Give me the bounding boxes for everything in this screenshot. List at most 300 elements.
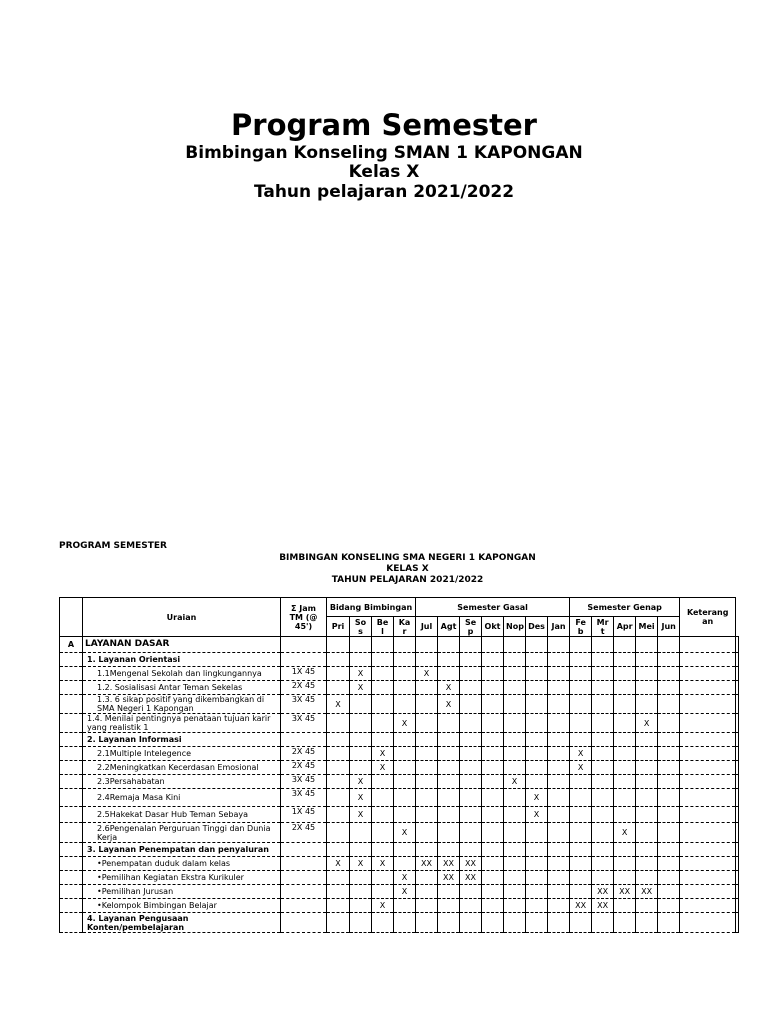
row-mark-cell (592, 775, 614, 789)
row-mark-cell (416, 747, 438, 761)
row-uraian: 2.4Remaja Masa Kini (83, 789, 281, 807)
row-mark-cell (614, 667, 636, 681)
table-row (60, 747, 739, 761)
row-mark-cell: XX (592, 885, 614, 899)
row-mark-cell (460, 695, 482, 714)
row-mark-cell (658, 747, 680, 761)
row-mark-cell (504, 857, 526, 871)
row-uraian: 2.1Multiple Intelegence (83, 747, 281, 761)
row-mark-cell (394, 807, 416, 823)
row-mark-cell (350, 695, 372, 714)
row-mark-cell (327, 775, 350, 789)
row-mark-cell (372, 637, 394, 653)
row-mark-cell: X (372, 761, 394, 775)
row-mark-cell (504, 807, 526, 823)
row-mark-cell: XX (438, 857, 460, 871)
row-uraian: 1.3. 6 sikap positif yang dikembangkan di SMA Negeri 1 Kapongan (83, 695, 281, 714)
row-number (60, 899, 83, 913)
row-mark-cell (658, 807, 680, 823)
row-keterangan (736, 871, 739, 885)
row-mark-cell (372, 807, 394, 823)
table-row (60, 885, 739, 899)
row-mark-cell (526, 885, 548, 899)
row-mark-cell (636, 695, 658, 714)
row-mark-cell (482, 775, 504, 789)
row-mark-cell: X (394, 885, 416, 899)
row-mark-cell (327, 913, 350, 933)
row-mark-cell (680, 733, 736, 747)
row-mark-cell (460, 667, 482, 681)
row-number (60, 733, 83, 747)
row-uraian: 4. Layanan Pengusaan Konten/pembelajaran (83, 913, 281, 933)
row-keterangan (736, 857, 739, 871)
row-mark-cell (460, 653, 482, 667)
row-mark-cell (504, 695, 526, 714)
row-mark-cell (548, 667, 570, 681)
row-mark-cell (548, 761, 570, 775)
row-mark-cell (327, 789, 350, 807)
row-mark-cell (438, 653, 460, 667)
header-gasal-1: Jul (416, 617, 438, 637)
table-row (60, 637, 739, 653)
row-mark-cell: XX (636, 885, 658, 899)
row-mark-cell (570, 733, 592, 747)
row-mark-cell (548, 913, 570, 933)
row-keterangan (736, 899, 739, 913)
row-mark-cell (548, 681, 570, 695)
row-uraian: •Pemilihan Kegiatan Ekstra Kurikuler (83, 871, 281, 885)
row-mark-cell (504, 714, 526, 733)
row-mark-cell: X (350, 789, 372, 807)
row-mark-cell (350, 913, 372, 933)
row-mark-cell (526, 857, 548, 871)
row-mark-cell (570, 789, 592, 807)
row-mark-cell (327, 714, 350, 733)
row-mark-cell (482, 899, 504, 913)
row-mark-cell (416, 761, 438, 775)
row-mark-cell (636, 823, 658, 843)
row-mark-cell (327, 733, 350, 747)
row-mark-cell (614, 871, 636, 885)
row-mark-cell (614, 733, 636, 747)
row-mark-cell (526, 823, 548, 843)
row-mark-cell (592, 871, 614, 885)
row-mark-cell: XX (570, 899, 592, 913)
row-mark-cell (438, 885, 460, 899)
row-mark-cell (350, 637, 372, 653)
row-mark-cell (394, 681, 416, 695)
row-mark-cell (680, 714, 736, 733)
row-mark-cell (570, 857, 592, 871)
row-mark-cell: XX (460, 871, 482, 885)
row-mark-cell: X (394, 823, 416, 843)
row-mark-cell (548, 747, 570, 761)
row-mark-cell (460, 823, 482, 843)
row-uraian: 2.5Hakekat Dasar Hub Teman Sebaya (83, 807, 281, 823)
row-mark-cell (526, 761, 548, 775)
row-mark-cell (416, 681, 438, 695)
row-mark-cell (526, 843, 548, 857)
row-mark-cell (460, 775, 482, 789)
row-mark-cell (327, 823, 350, 843)
row-mark-cell: X (350, 857, 372, 871)
row-uraian: 1.4. Menilai pentingnya penataan tujuan karir yang realistik 1 (83, 714, 281, 733)
row-jam: 1X 45 (281, 667, 327, 681)
row-mark-cell (350, 843, 372, 857)
row-mark-cell (394, 733, 416, 747)
row-mark-cell (482, 885, 504, 899)
row-keterangan (736, 681, 739, 695)
row-mark-cell (614, 681, 636, 695)
row-mark-cell (482, 653, 504, 667)
row-mark-cell (614, 637, 636, 653)
row-uraian: 2.3Persahabatan (83, 775, 281, 789)
row-mark-cell (548, 733, 570, 747)
row-mark-cell (658, 733, 680, 747)
header-bidang-3: Be l (372, 617, 394, 637)
row-mark-cell (658, 761, 680, 775)
row-mark-cell (416, 789, 438, 807)
row-mark-cell (504, 871, 526, 885)
row-mark-cell (548, 714, 570, 733)
row-jam (281, 843, 327, 857)
row-mark-cell (636, 681, 658, 695)
row-mark-cell: X (438, 695, 460, 714)
row-mark-cell (350, 885, 372, 899)
row-mark-cell (592, 667, 614, 681)
row-keterangan (736, 667, 739, 681)
header-gasal-2: Agt (438, 617, 460, 637)
row-mark-cell: X (438, 681, 460, 695)
row-uraian: •Penempatan duduk dalam kelas (83, 857, 281, 871)
header-semester-genap: Semester Genap (570, 598, 680, 617)
table-heading-year: TAHUN PELAJARAN 2021/2022 (331, 575, 484, 585)
row-mark-cell (614, 789, 636, 807)
row-jam (281, 885, 327, 899)
row-mark-cell: X (614, 823, 636, 843)
row-mark-cell: X (372, 747, 394, 761)
row-mark-cell (482, 843, 504, 857)
row-mark-cell (372, 714, 394, 733)
header-gasal-4: Okt (482, 617, 504, 637)
row-uraian: •Pemilihan Jurusan (83, 885, 281, 899)
row-mark-cell: XX (438, 871, 460, 885)
row-mark-cell (592, 807, 614, 823)
row-mark-cell (592, 733, 614, 747)
row-mark-cell (482, 807, 504, 823)
row-number (60, 681, 83, 695)
row-mark-cell (570, 807, 592, 823)
row-mark-cell (548, 857, 570, 871)
row-mark-cell (482, 681, 504, 695)
row-mark-cell: X (327, 695, 350, 714)
row-mark-cell (680, 681, 736, 695)
row-mark-cell (636, 871, 658, 885)
row-mark-cell (526, 913, 548, 933)
row-number (60, 885, 83, 899)
row-mark-cell (504, 843, 526, 857)
row-mark-cell (372, 695, 394, 714)
row-mark-cell: X (372, 857, 394, 871)
row-mark-cell (416, 885, 438, 899)
row-mark-cell (680, 653, 736, 667)
row-mark-cell (394, 667, 416, 681)
row-mark-cell: XX (416, 857, 438, 871)
row-mark-cell (614, 899, 636, 913)
row-mark-cell (570, 714, 592, 733)
row-mark-cell (658, 667, 680, 681)
row-mark-cell (350, 653, 372, 667)
row-number (60, 823, 83, 843)
row-mark-cell (372, 667, 394, 681)
row-mark-cell (350, 761, 372, 775)
row-mark-cell (504, 637, 526, 653)
row-mark-cell (592, 823, 614, 843)
row-keterangan (736, 653, 739, 667)
row-jam (281, 857, 327, 871)
row-uraian: 1.2. Sosialisasi Antar Teman Sekelas (83, 681, 281, 695)
row-mark-cell: XX (614, 885, 636, 899)
row-mark-cell (570, 681, 592, 695)
row-mark-cell (438, 667, 460, 681)
row-mark-cell (658, 789, 680, 807)
row-number (60, 775, 83, 789)
row-mark-cell (614, 857, 636, 871)
row-mark-cell (636, 747, 658, 761)
row-mark-cell (394, 775, 416, 789)
row-mark-cell (680, 871, 736, 885)
row-mark-cell (460, 714, 482, 733)
page-subtitle-year: Tahun pelajaran 2021/2022 (253, 182, 515, 202)
row-number: A (60, 637, 83, 653)
header-genap-5: Jun (658, 617, 680, 637)
row-mark-cell (592, 789, 614, 807)
row-mark-cell (614, 714, 636, 733)
row-keterangan (736, 747, 739, 761)
row-jam: 2X 45 (281, 761, 327, 775)
row-keterangan (736, 714, 739, 733)
row-mark-cell (636, 653, 658, 667)
table-row (60, 871, 739, 885)
row-mark-cell (548, 695, 570, 714)
row-mark-cell (372, 733, 394, 747)
row-mark-cell (614, 775, 636, 789)
row-number (60, 714, 83, 733)
row-mark-cell (350, 747, 372, 761)
row-mark-cell: X (350, 667, 372, 681)
row-mark-cell (636, 843, 658, 857)
row-mark-cell (548, 807, 570, 823)
header-uraian: Uraian (83, 598, 281, 637)
row-mark-cell (658, 885, 680, 899)
row-mark-cell (680, 637, 736, 653)
row-mark-cell (614, 761, 636, 775)
row-mark-cell (680, 789, 736, 807)
row-mark-cell (394, 899, 416, 913)
row-mark-cell (570, 885, 592, 899)
row-uraian: 2.2Meningkatkan Kecerdasan Emosional (83, 761, 281, 775)
row-mark-cell (482, 789, 504, 807)
row-mark-cell (658, 871, 680, 885)
row-mark-cell (504, 789, 526, 807)
row-mark-cell: X (416, 667, 438, 681)
row-mark-cell (592, 747, 614, 761)
row-mark-cell (636, 899, 658, 913)
row-mark-cell: X (636, 714, 658, 733)
table-row (60, 789, 739, 807)
row-mark-cell (636, 789, 658, 807)
row-mark-cell: X (570, 761, 592, 775)
row-uraian: 1.1Mengenal Sekolah dan lingkungannya (83, 667, 281, 681)
row-mark-cell (658, 653, 680, 667)
row-mark-cell (636, 913, 658, 933)
row-mark-cell (394, 843, 416, 857)
row-mark-cell (372, 653, 394, 667)
header-gasal-5: Nop (504, 617, 526, 637)
row-mark-cell (680, 747, 736, 761)
row-mark-cell (504, 681, 526, 695)
row-mark-cell (570, 823, 592, 843)
row-keterangan (736, 695, 739, 714)
row-mark-cell (614, 807, 636, 823)
row-keterangan (736, 733, 739, 747)
row-mark-cell (394, 747, 416, 761)
row-number (60, 843, 83, 857)
row-mark-cell (460, 637, 482, 653)
row-mark-cell (482, 823, 504, 843)
row-mark-cell (350, 899, 372, 913)
header-semester-gasal: Semester Gasal (416, 598, 570, 617)
row-mark-cell (570, 637, 592, 653)
row-mark-cell (570, 695, 592, 714)
row-mark-cell (636, 637, 658, 653)
row-number (60, 653, 83, 667)
section-label: PROGRAM SEMESTER (59, 541, 167, 551)
row-mark-cell (504, 761, 526, 775)
row-mark-cell (680, 899, 736, 913)
row-mark-cell (394, 653, 416, 667)
header-bidang: Bidang Bimbingan (327, 598, 416, 617)
row-mark-cell: X (350, 807, 372, 823)
row-keterangan (736, 843, 739, 857)
row-mark-cell (570, 871, 592, 885)
row-mark-cell (592, 637, 614, 653)
row-mark-cell (394, 695, 416, 714)
row-mark-cell (526, 681, 548, 695)
row-mark-cell: X (526, 807, 548, 823)
header-no (60, 598, 83, 637)
row-mark-cell (548, 885, 570, 899)
row-mark-cell (482, 871, 504, 885)
row-mark-cell (327, 761, 350, 775)
row-mark-cell (372, 681, 394, 695)
row-mark-cell (327, 747, 350, 761)
page-subtitle-school: Bimbingan Konseling SMAN 1 KAPONGAN (185, 143, 583, 163)
row-number (60, 695, 83, 714)
row-mark-cell (592, 843, 614, 857)
table-row (60, 857, 739, 871)
row-keterangan (736, 789, 739, 807)
row-number (60, 871, 83, 885)
row-mark-cell (504, 653, 526, 667)
row-number (60, 747, 83, 761)
row-mark-cell (482, 761, 504, 775)
row-mark-cell (680, 913, 736, 933)
row-mark-cell (526, 775, 548, 789)
row-number (60, 807, 83, 823)
row-mark-cell (394, 913, 416, 933)
table-heading-school: BIMBINGAN KONSELING SMA NEGERI 1 KAPONGAN (279, 553, 536, 563)
row-mark-cell (526, 871, 548, 885)
row-mark-cell (548, 637, 570, 653)
row-mark-cell (680, 843, 736, 857)
row-mark-cell (592, 714, 614, 733)
row-mark-cell (438, 807, 460, 823)
row-mark-cell (372, 775, 394, 789)
row-mark-cell (548, 871, 570, 885)
row-mark-cell (460, 807, 482, 823)
row-mark-cell (592, 653, 614, 667)
row-mark-cell (658, 823, 680, 843)
row-mark-cell (372, 885, 394, 899)
row-mark-cell (416, 843, 438, 857)
row-mark-cell (327, 885, 350, 899)
row-mark-cell (416, 823, 438, 843)
row-mark-cell (614, 913, 636, 933)
row-mark-cell (394, 857, 416, 871)
row-jam (281, 913, 327, 933)
row-mark-cell (592, 681, 614, 695)
row-mark-cell (592, 695, 614, 714)
row-jam (281, 637, 327, 653)
row-mark-cell (680, 775, 736, 789)
row-mark-cell (548, 775, 570, 789)
row-mark-cell (548, 653, 570, 667)
row-mark-cell (504, 823, 526, 843)
header-keterangan: Keterang an (680, 598, 736, 637)
row-mark-cell: X (394, 871, 416, 885)
row-mark-cell (372, 913, 394, 933)
row-uraian: LAYANAN DASAR (83, 637, 281, 653)
row-mark-cell: X (570, 747, 592, 761)
row-number (60, 913, 83, 933)
row-mark-cell (438, 747, 460, 761)
header-gasal-6: Des (526, 617, 548, 637)
row-mark-cell (416, 913, 438, 933)
row-mark-cell (327, 667, 350, 681)
row-mark-cell (658, 714, 680, 733)
table-row (60, 843, 739, 857)
row-mark-cell (372, 789, 394, 807)
row-mark-cell (680, 761, 736, 775)
page-title: Program Semester (231, 108, 537, 142)
row-keterangan (736, 761, 739, 775)
row-mark-cell (327, 899, 350, 913)
header-genap-1: Fe b (570, 617, 592, 637)
row-mark-cell (526, 899, 548, 913)
row-mark-cell (680, 857, 736, 871)
row-uraian: 2. Layanan Informasi (83, 733, 281, 747)
row-mark-cell (460, 681, 482, 695)
row-mark-cell (438, 843, 460, 857)
row-mark-cell (460, 913, 482, 933)
row-mark-cell (614, 653, 636, 667)
row-mark-cell (548, 899, 570, 913)
row-mark-cell: X (504, 775, 526, 789)
header-bidang-4: Ka r (394, 617, 416, 637)
row-mark-cell (570, 775, 592, 789)
row-mark-cell (460, 747, 482, 761)
